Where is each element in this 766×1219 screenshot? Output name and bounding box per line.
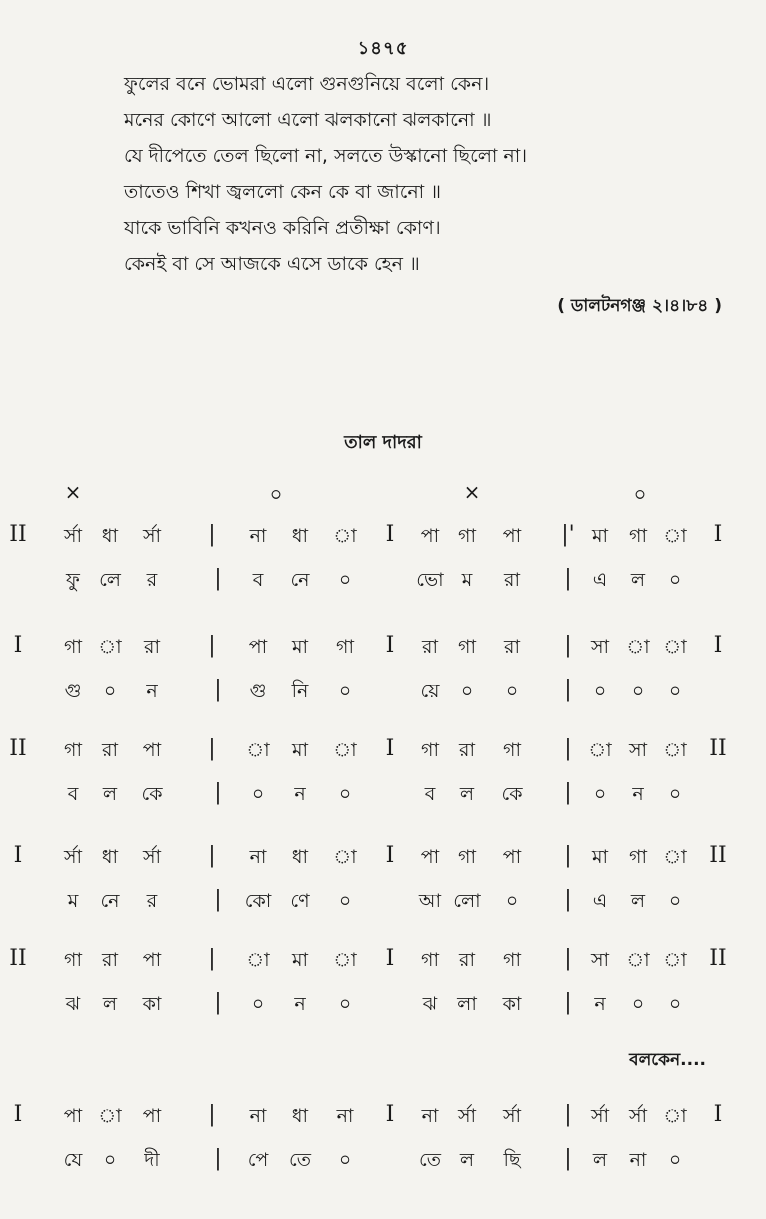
notation-block: [0, 522, 766, 602]
lyric-syllable: ঝ: [65, 993, 81, 1015]
lyric-syllable: কো: [244, 890, 272, 912]
swara-note: র্সা: [142, 525, 162, 547]
lyric-syllable: ০: [505, 680, 519, 702]
swara-note: মা: [591, 846, 609, 868]
lyric-syllable: ০: [593, 783, 607, 805]
lyric-line: মনের কোণে আলো এলো ঝলকানো ঝলকানো ॥: [124, 109, 492, 131]
swara-note: ধা: [101, 525, 119, 547]
lyric-syllable: তে: [289, 1149, 311, 1171]
lyric-syllable: নে: [290, 569, 310, 591]
lyric-syllable: ০: [668, 680, 682, 702]
barline: |: [208, 633, 216, 658]
barline: |: [208, 843, 216, 868]
barline: I: [385, 633, 395, 658]
swara-note: গা: [64, 739, 82, 761]
swara-note: া: [98, 1105, 122, 1127]
lyric-syllable: ০: [103, 680, 117, 702]
beat-marker: ০: [269, 482, 283, 506]
swara-note: রা: [504, 636, 520, 658]
end-barline: II: [709, 946, 727, 971]
swara-note: া: [663, 949, 687, 971]
swara-note: পা: [142, 1105, 162, 1127]
start-barline: II: [9, 736, 27, 761]
lyric-syllable: না: [629, 1149, 647, 1171]
barline: |: [564, 1146, 572, 1171]
swara-note: না: [249, 525, 267, 547]
swara-note: মা: [291, 949, 309, 971]
swara-note: া: [663, 636, 687, 658]
lyric-syllable: ০: [631, 680, 645, 702]
swara-note: রা: [459, 949, 475, 971]
lyric-syllable: ন: [294, 783, 306, 805]
barline: |: [214, 780, 222, 805]
barline: |: [564, 780, 572, 805]
swara-note: গা: [64, 949, 82, 971]
barline: |': [561, 522, 575, 547]
swara-note: া: [663, 525, 687, 547]
lyric-syllable: ল: [630, 890, 646, 912]
lyric-syllable: আ: [418, 890, 442, 912]
lyric-line: ফুলের বনে ভোমরা এলো গুনগুনিয়ে বলো কেন।: [124, 73, 490, 95]
lyric-syllable: ০: [338, 890, 352, 912]
swara-note: পা: [142, 739, 162, 761]
lyric-syllable: ০: [338, 569, 352, 591]
lyric-syllable: ফু: [66, 569, 80, 591]
swara-note: গা: [503, 949, 521, 971]
barline: |: [564, 843, 572, 868]
barline: I: [385, 1102, 395, 1127]
lyric-syllable: গু: [249, 680, 267, 702]
lyric-syllable: ব: [67, 783, 79, 805]
swara-note: া: [663, 1105, 687, 1127]
lyric-line: তাতেও শিখা জ্বললো কেন কে বা জানো ॥: [124, 181, 441, 203]
barline: |: [214, 1146, 222, 1171]
lyric-syllable: ০: [668, 1149, 682, 1171]
end-barline: I: [713, 522, 723, 547]
barline: |: [214, 677, 222, 702]
lyric-syllable: ল: [102, 993, 118, 1015]
barline: |: [564, 677, 572, 702]
start-barline: II: [9, 946, 27, 971]
lyric-syllable: নে: [100, 890, 120, 912]
swara-note: মা: [291, 636, 309, 658]
lyric-syllable: ০: [338, 993, 352, 1015]
swara-note: গা: [503, 739, 521, 761]
lyric-syllable: ভো: [416, 569, 444, 591]
barline: |: [208, 946, 216, 971]
swara-note: র্সা: [502, 1105, 522, 1127]
swara-note: ধা: [291, 846, 309, 868]
lyric-syllable: ল: [630, 569, 646, 591]
notation-block: [0, 1102, 766, 1182]
barline: |: [564, 633, 572, 658]
barline: |: [208, 1102, 216, 1127]
swara-note: না: [249, 1105, 267, 1127]
swara-note: া: [333, 846, 357, 868]
start-barline: I: [13, 1102, 23, 1127]
start-barline: I: [13, 633, 23, 658]
barline: |: [564, 887, 572, 912]
swara-note: া: [626, 636, 650, 658]
beat-marker: ×: [64, 480, 82, 504]
swara-note: া: [626, 949, 650, 971]
swara-note: া: [246, 739, 270, 761]
song-lyrics: [124, 66, 527, 282]
barline: |: [214, 887, 222, 912]
barline: |: [564, 736, 572, 761]
source-reference: ( ডালটনগঞ্জ ২।৪।৮৪ ): [557, 296, 722, 316]
barline: |: [208, 736, 216, 761]
beat-markers: [0, 480, 766, 508]
lyric-syllable: ব: [252, 569, 264, 591]
swara-note: া: [333, 739, 357, 761]
lyric-syllable: লে: [99, 569, 121, 591]
barline: |: [564, 566, 572, 591]
swara-note: া: [333, 525, 357, 547]
swara-note: না: [249, 846, 267, 868]
lyric-syllable: যে: [63, 1149, 83, 1171]
barline: I: [385, 843, 395, 868]
lyric-syllable: ণে: [290, 890, 310, 912]
notation-block: [0, 736, 766, 816]
beat-marker: ০: [633, 482, 647, 506]
lyric-syllable: র: [146, 890, 158, 912]
barline: I: [385, 736, 395, 761]
swara-note: া: [663, 739, 687, 761]
swara-note: া: [98, 636, 122, 658]
lyric-syllable: ০: [338, 680, 352, 702]
lyric-syllable: তে: [419, 1149, 441, 1171]
lyric-syllable: ন: [146, 680, 158, 702]
barline: |: [564, 990, 572, 1015]
swara-note: পা: [63, 1105, 83, 1127]
swara-note: গা: [458, 846, 476, 868]
lyric-syllable: ন: [294, 993, 306, 1015]
swara-note: র্সা: [457, 1105, 477, 1127]
swara-note: া: [663, 846, 687, 868]
barline: I: [385, 946, 395, 971]
swara-note: র্সা: [142, 846, 162, 868]
swara-note: গা: [421, 739, 439, 761]
swara-note: র্সা: [63, 846, 83, 868]
start-barline: II: [9, 522, 27, 547]
end-barline: II: [709, 843, 727, 868]
lyric-syllable: ০: [338, 1149, 352, 1171]
swara-note: না: [421, 1105, 439, 1127]
lyric-line: কেনই বা সে আজকে এসে ডাকে হেন ॥: [124, 253, 420, 275]
lyric-syllable: কে: [501, 783, 523, 805]
lyric-syllable: নি: [291, 680, 309, 702]
lyric-syllable: লা: [457, 993, 477, 1015]
swara-note: র্সা: [590, 1105, 610, 1127]
swara-note: গা: [336, 636, 354, 658]
swara-note: রা: [144, 636, 160, 658]
lyric-syllable: গু: [64, 680, 82, 702]
barline: |: [564, 946, 572, 971]
lyric-syllable: ০: [668, 783, 682, 805]
tala-title: তাল দাদরা: [344, 432, 422, 453]
lyric-syllable: ০: [251, 993, 265, 1015]
swara-note: গা: [421, 949, 439, 971]
continuation-text: বলকেন....: [629, 1050, 706, 1070]
end-barline: II: [709, 736, 727, 761]
swara-note: র্সা: [628, 1105, 648, 1127]
swara-note: ধা: [291, 525, 309, 547]
lyric-syllable: র: [146, 569, 158, 591]
swara-note: পা: [420, 525, 440, 547]
notation-block: [0, 946, 766, 1026]
swara-note: গা: [64, 636, 82, 658]
lyric-syllable: ন: [632, 783, 644, 805]
lyric-syllable: ল: [102, 783, 118, 805]
lyric-syllable: ০: [338, 783, 352, 805]
lyric-syllable: এ: [592, 569, 608, 591]
lyric-syllable: ঝ: [422, 993, 438, 1015]
swara-note: পা: [420, 846, 440, 868]
barline: |: [214, 566, 222, 591]
lyric-syllable: ০: [251, 783, 265, 805]
end-barline: I: [713, 1102, 723, 1127]
swara-note: র্সা: [63, 525, 83, 547]
lyric-syllable: ম: [461, 569, 473, 591]
swara-note: ধা: [101, 846, 119, 868]
swara-note: না: [336, 1105, 354, 1127]
swara-note: ধা: [291, 1105, 309, 1127]
lyric-syllable: দী: [144, 1149, 160, 1171]
lyric-syllable: ল: [592, 1149, 608, 1171]
lyric-syllable: ০: [505, 890, 519, 912]
page-number: ১৪৭৫: [357, 38, 409, 59]
start-barline: I: [13, 843, 23, 868]
lyric-syllable: ০: [668, 890, 682, 912]
swara-note: রা: [459, 739, 475, 761]
swara-note: পা: [248, 636, 268, 658]
swara-note: গা: [458, 636, 476, 658]
barline: |: [214, 990, 222, 1015]
swara-note: া: [333, 949, 357, 971]
swara-note: গা: [629, 525, 647, 547]
lyric-syllable: ব: [424, 783, 436, 805]
swara-note: পা: [142, 949, 162, 971]
barline: I: [385, 522, 395, 547]
swara-note: সা: [590, 636, 610, 658]
lyric-syllable: ল: [459, 783, 475, 805]
swara-note: সা: [628, 739, 648, 761]
lyric-syllable: য়ে: [420, 680, 440, 702]
swara-note: মা: [291, 739, 309, 761]
swara-note: রা: [102, 949, 118, 971]
lyric-syllable: লো: [453, 890, 481, 912]
swara-note: রা: [422, 636, 438, 658]
lyric-syllable: ০: [668, 569, 682, 591]
swara-note: সা: [590, 949, 610, 971]
notation-block: [0, 843, 766, 923]
lyric-syllable: কা: [142, 993, 162, 1015]
barline: |: [564, 1102, 572, 1127]
lyric-syllable: ন: [594, 993, 606, 1015]
lyric-syllable: পে: [247, 1149, 269, 1171]
swara-note: পা: [502, 525, 522, 547]
lyric-line: যাকে ভাবিনি কখনও করিনি প্রতীক্ষা কোণ।: [124, 217, 441, 239]
lyric-line: যে দীপেতে তেল ছিলো না, সলতে উস্কানো ছিলো না।: [124, 145, 528, 167]
lyric-syllable: ০: [593, 680, 607, 702]
lyric-syllable: কে: [141, 783, 163, 805]
swara-note: গা: [458, 525, 476, 547]
end-barline: I: [713, 633, 723, 658]
lyric-syllable: ম: [67, 890, 79, 912]
lyric-syllable: রা: [504, 569, 520, 591]
lyric-syllable: ০: [103, 1149, 117, 1171]
swara-note: া: [588, 739, 612, 761]
notation-block: [0, 633, 766, 713]
lyric-syllable: ০: [631, 993, 645, 1015]
lyric-syllable: ০: [668, 993, 682, 1015]
swara-note: া: [246, 949, 270, 971]
swara-note: রা: [102, 739, 118, 761]
lyric-syllable: ছি: [503, 1149, 521, 1171]
lyric-syllable: ০: [460, 680, 474, 702]
swara-note: পা: [502, 846, 522, 868]
lyric-syllable: ল: [459, 1149, 475, 1171]
swara-note: মা: [591, 525, 609, 547]
barline: |: [208, 522, 216, 547]
lyric-syllable: কা: [502, 993, 522, 1015]
swara-note: গা: [629, 846, 647, 868]
lyric-syllable: এ: [592, 890, 608, 912]
beat-marker: ×: [463, 480, 481, 504]
